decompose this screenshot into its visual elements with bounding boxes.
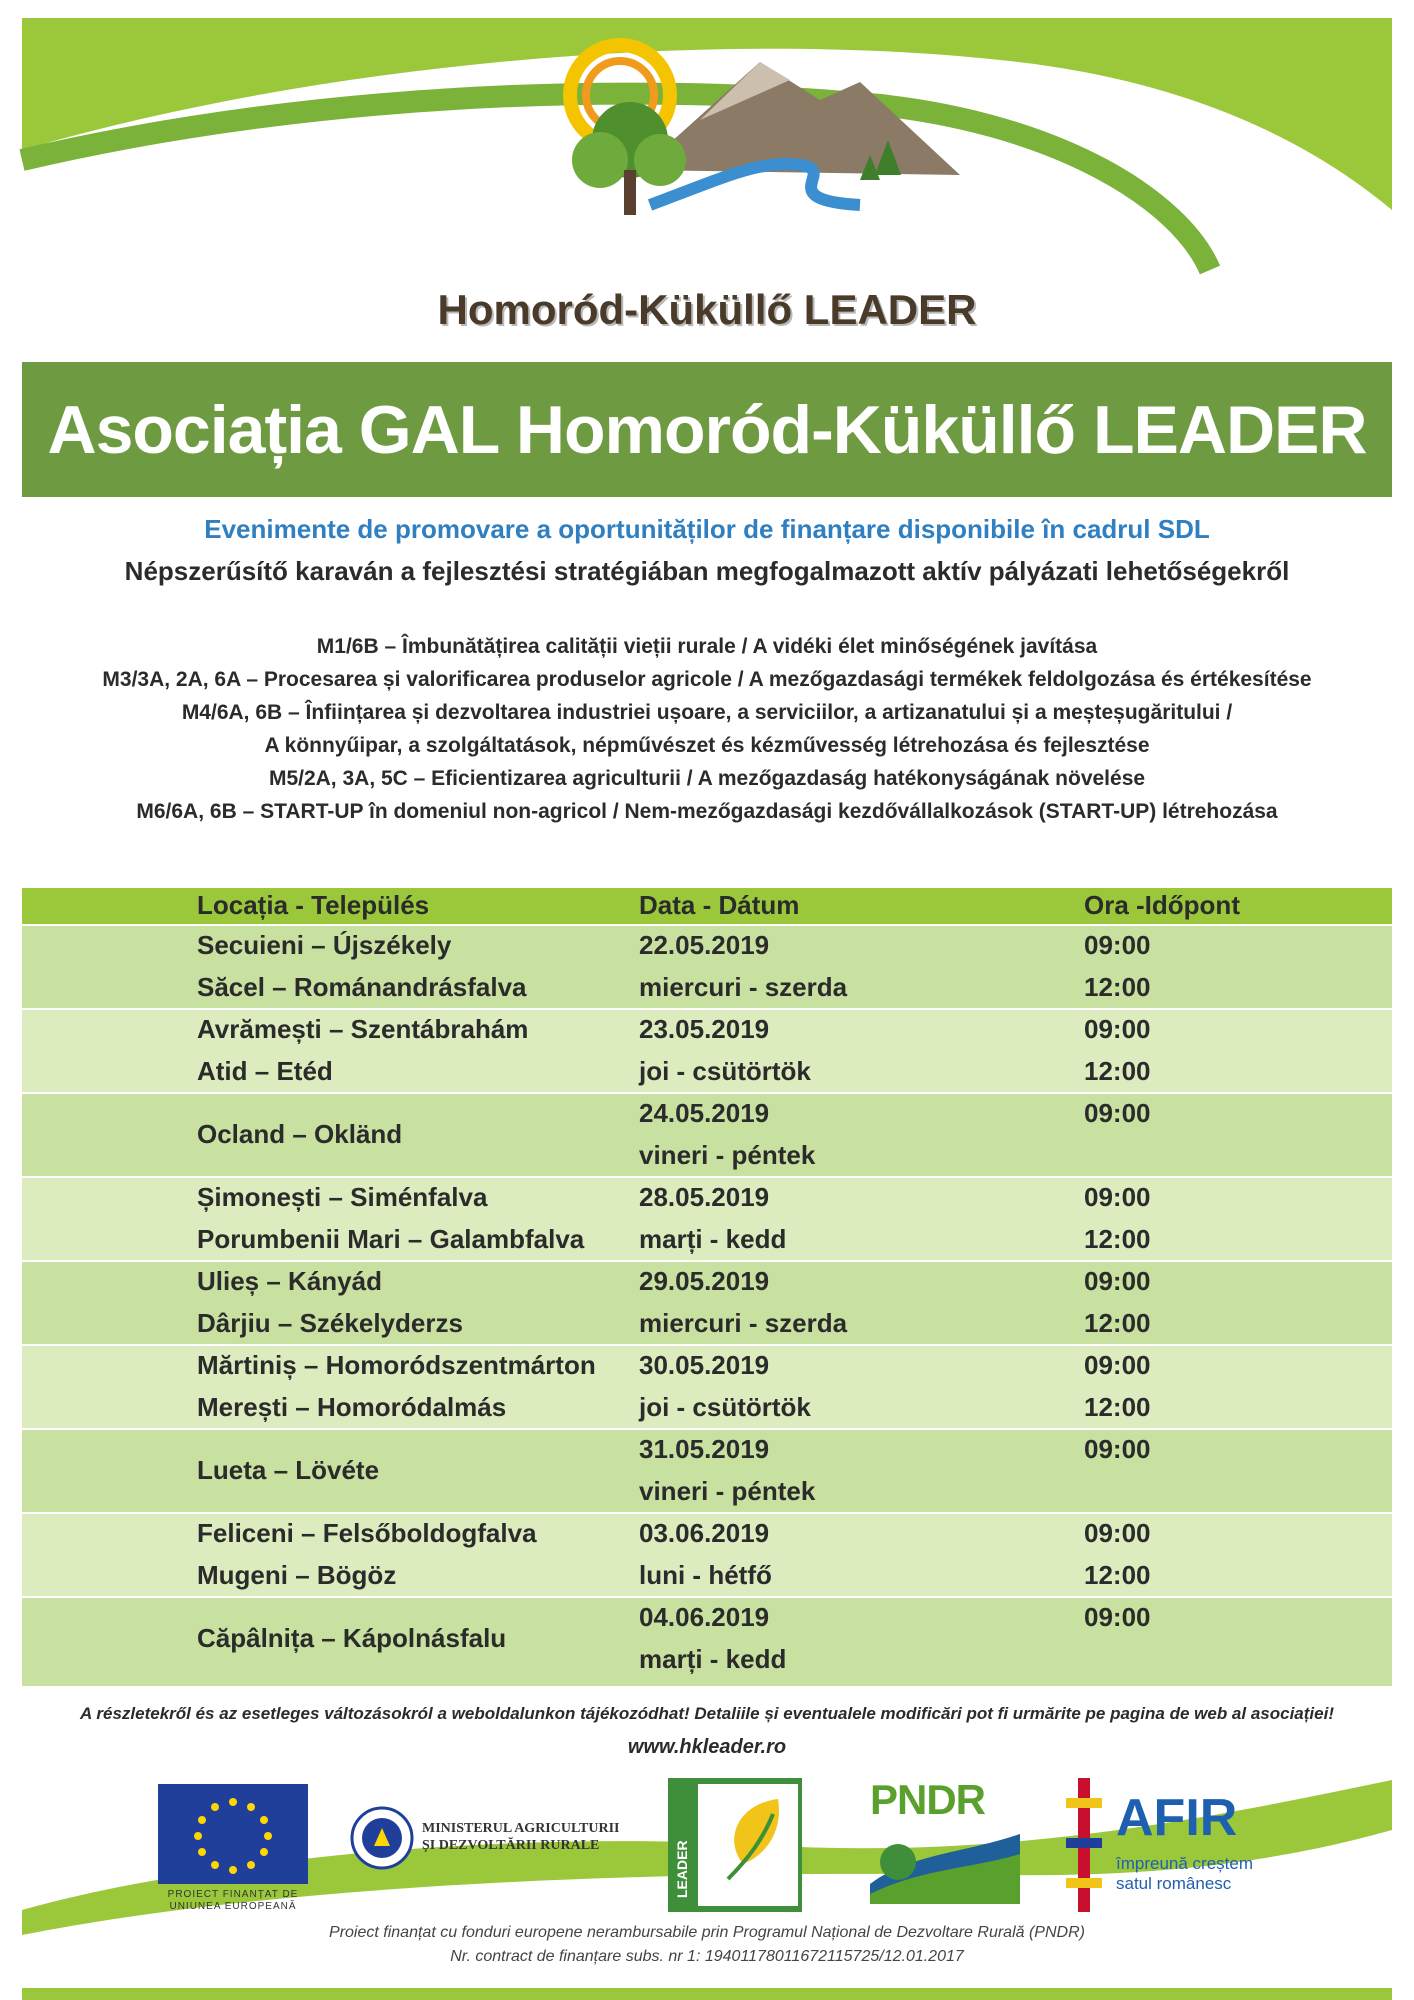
leader-label: LEADER bbox=[674, 1840, 690, 1898]
date-cell: 29.05.2019 bbox=[639, 1266, 770, 1296]
table-header bbox=[22, 888, 1392, 924]
location-cell: Dârjiu – Székelyderzs bbox=[197, 1308, 463, 1338]
pndr-logo bbox=[870, 1776, 1020, 1916]
date-cell: 04.06.2019 bbox=[639, 1602, 770, 1632]
eu-caption-line: PROIECT FINANȚAT DE bbox=[167, 1889, 299, 1900]
ministry-name-line: ȘI DEZVOLTĂRII RURALE bbox=[422, 1838, 600, 1853]
date-cell: 28.05.2019 bbox=[639, 1182, 770, 1212]
government-seal-icon bbox=[350, 1806, 414, 1870]
day-cell: miercuri - szerda bbox=[639, 972, 848, 1002]
ministry-logo bbox=[350, 1806, 640, 1876]
table-row bbox=[22, 1512, 1392, 1596]
location-cell: Șimonești – Siménfalva bbox=[197, 1182, 488, 1212]
measures-list bbox=[0, 630, 1414, 828]
date-cell: 23.05.2019 bbox=[639, 1014, 770, 1044]
location-cell: Merești – Homoródalmás bbox=[197, 1392, 507, 1422]
location-cell: Ulieș – Kányád bbox=[197, 1266, 382, 1296]
time-cell: 09:00 bbox=[1084, 1266, 1151, 1296]
date-cell: 22.05.2019 bbox=[639, 930, 770, 960]
location-cell: Lueta – Lövéte bbox=[197, 1455, 380, 1485]
table-row bbox=[22, 1344, 1392, 1428]
date-cell: 30.05.2019 bbox=[639, 1350, 770, 1380]
table-row bbox=[22, 1596, 1392, 1686]
location-cell: Porumbenii Mari – Galambfalva bbox=[197, 1224, 585, 1254]
day-cell: marți - kedd bbox=[639, 1644, 787, 1674]
location-cell: Mugeni – Bögöz bbox=[197, 1560, 397, 1590]
afir-slogan-line: satul românesc bbox=[1116, 1874, 1232, 1893]
measure-line: A könnyűipar, a szolgáltatások, népművészet és kézművesség létrehozása és fejlesztése bbox=[264, 734, 1150, 757]
funding-statement: Proiect finanțat cu fonduri europene nerambursabile prin Programul Național de Dezvoltare Rurală (PNDR) bbox=[329, 1924, 1085, 1941]
info-note: A részletekről és az esetleges változásokról a weboldalunkon tájékozódhat! Detaliile și eventualele modificări pot fi urmărite pe pagina de web al asociației! bbox=[80, 1704, 1334, 1723]
day-cell: vineri - péntek bbox=[639, 1140, 816, 1170]
table-row bbox=[22, 1176, 1392, 1260]
eu-logo bbox=[158, 1784, 308, 1910]
eu-caption-line: UNIUNEA EUROPEANĂ bbox=[169, 1901, 297, 1912]
day-cell: joi - csütörtök bbox=[639, 1392, 811, 1422]
table-row bbox=[22, 1008, 1392, 1092]
leader-logo bbox=[668, 1778, 802, 1912]
table-row bbox=[22, 1092, 1392, 1176]
measure-line: M1/6B – Îmbunătățirea calității vieții rurale / A vidéki élet minőségének javítása bbox=[316, 635, 1098, 658]
schedule-table bbox=[22, 888, 1392, 1686]
day-cell: vineri - péntek bbox=[639, 1476, 816, 1506]
date-cell: 24.05.2019 bbox=[639, 1098, 770, 1128]
day-cell: luni - hétfő bbox=[639, 1560, 772, 1590]
location-cell: Ocland – Okländ bbox=[197, 1119, 403, 1149]
website-link[interactable]: www.hkleader.ro bbox=[627, 1736, 787, 1758]
measure-line: M6/6A, 6B – START-UP în domeniul non-agricol / Nem-mezőgazdasági kezdővállalkozások (START-UP) létrehozása bbox=[136, 800, 1278, 823]
location-cell: Atid – Etéd bbox=[197, 1056, 333, 1086]
day-cell: joi - csütörtök bbox=[639, 1056, 811, 1086]
location-cell: Căpâlnița – Kápolnásfalu bbox=[197, 1623, 507, 1653]
time-cell: 12:00 bbox=[1084, 972, 1151, 1002]
time-cell: 12:00 bbox=[1084, 1308, 1151, 1338]
time-cell: 09:00 bbox=[1084, 1434, 1151, 1464]
afir-label: AFIR bbox=[1116, 1789, 1238, 1847]
measure-line: M3/3A, 2A, 6A – Procesarea și valorificarea produselor agricole / A mezőgazdasági termékek feldolgozása és értékesítése bbox=[102, 668, 1312, 691]
table-row bbox=[22, 924, 1392, 1008]
eu-caption bbox=[158, 1889, 308, 1913]
location-cell: Feliceni – Felsőboldogfalva bbox=[197, 1518, 537, 1548]
page-title: Asociația GAL Homoród-Küküllő LEADER bbox=[47, 391, 1367, 468]
header-date: Data - Dátum bbox=[639, 890, 800, 920]
location-cell: Mărtiniș – Homoródszentmárton bbox=[197, 1350, 596, 1380]
location-cell: Săcel – Románandrásfalva bbox=[197, 972, 527, 1002]
day-cell: miercuri - szerda bbox=[639, 1308, 848, 1338]
time-cell: 09:00 bbox=[1084, 1098, 1151, 1128]
location-cell: Avrămești – Szentábrahám bbox=[197, 1014, 529, 1044]
afir-emblem-icon bbox=[1062, 1778, 1106, 1912]
afir-slogan-line: împreună creștem bbox=[1116, 1854, 1253, 1873]
time-cell: 09:00 bbox=[1084, 1014, 1151, 1044]
leaf-icon bbox=[698, 1784, 798, 1906]
afir-logo bbox=[1062, 1778, 1262, 1912]
landscape-icon bbox=[870, 1824, 1020, 1904]
time-cell: 09:00 bbox=[1084, 1602, 1151, 1632]
brand-wordmark: Homoród-Küküllő LEADER bbox=[437, 286, 977, 333]
day-cell: marți - kedd bbox=[639, 1224, 787, 1254]
time-cell: 09:00 bbox=[1084, 930, 1151, 960]
subtitle-hu: Népszerűsítő karaván a fejlesztési stratégiában megfogalmazott aktív pályázati lehetőségekről bbox=[124, 556, 1290, 586]
measure-line: M5/2A, 3A, 5C – Eficientizarea agriculturii / A mezőgazdaság hatékonyságának növelése bbox=[268, 767, 1146, 790]
time-cell: 12:00 bbox=[1084, 1560, 1151, 1590]
title-banner bbox=[22, 362, 1392, 497]
time-cell: 09:00 bbox=[1084, 1518, 1151, 1548]
time-cell: 09:00 bbox=[1084, 1182, 1151, 1212]
contract-number: Nr. contract de finanțare subs. nr 1: 19401178011672115725/12.01.2017 bbox=[450, 1948, 964, 1965]
header-artwork bbox=[0, 0, 1414, 290]
date-cell: 31.05.2019 bbox=[639, 1434, 770, 1464]
pndr-label: PNDR bbox=[870, 1776, 986, 1823]
time-cell: 12:00 bbox=[1084, 1056, 1151, 1086]
eu-flag-icon bbox=[158, 1784, 308, 1884]
time-cell: 09:00 bbox=[1084, 1350, 1151, 1380]
ministry-name-line: MINISTERUL AGRICULTURII bbox=[422, 1821, 620, 1836]
date-cell: 03.06.2019 bbox=[639, 1518, 770, 1548]
header-time: Ora -Időpont bbox=[1084, 890, 1240, 920]
table-row bbox=[22, 1260, 1392, 1344]
time-cell: 12:00 bbox=[1084, 1392, 1151, 1422]
table-row bbox=[22, 1428, 1392, 1512]
time-cell: 12:00 bbox=[1084, 1224, 1151, 1254]
location-cell: Secuieni – Újszékely bbox=[197, 930, 452, 960]
subtitle-ro: Evenimente de promovare a oportunităților de finanțare disponibile în cadrul SDL bbox=[204, 514, 1210, 544]
header-location: Locația - Település bbox=[197, 890, 430, 920]
measure-line: M4/6A, 6B – Înființarea și dezvoltarea industriei ușoare, a serviciilor, a artizanatului și a meșteșugăritului / bbox=[181, 701, 1233, 724]
